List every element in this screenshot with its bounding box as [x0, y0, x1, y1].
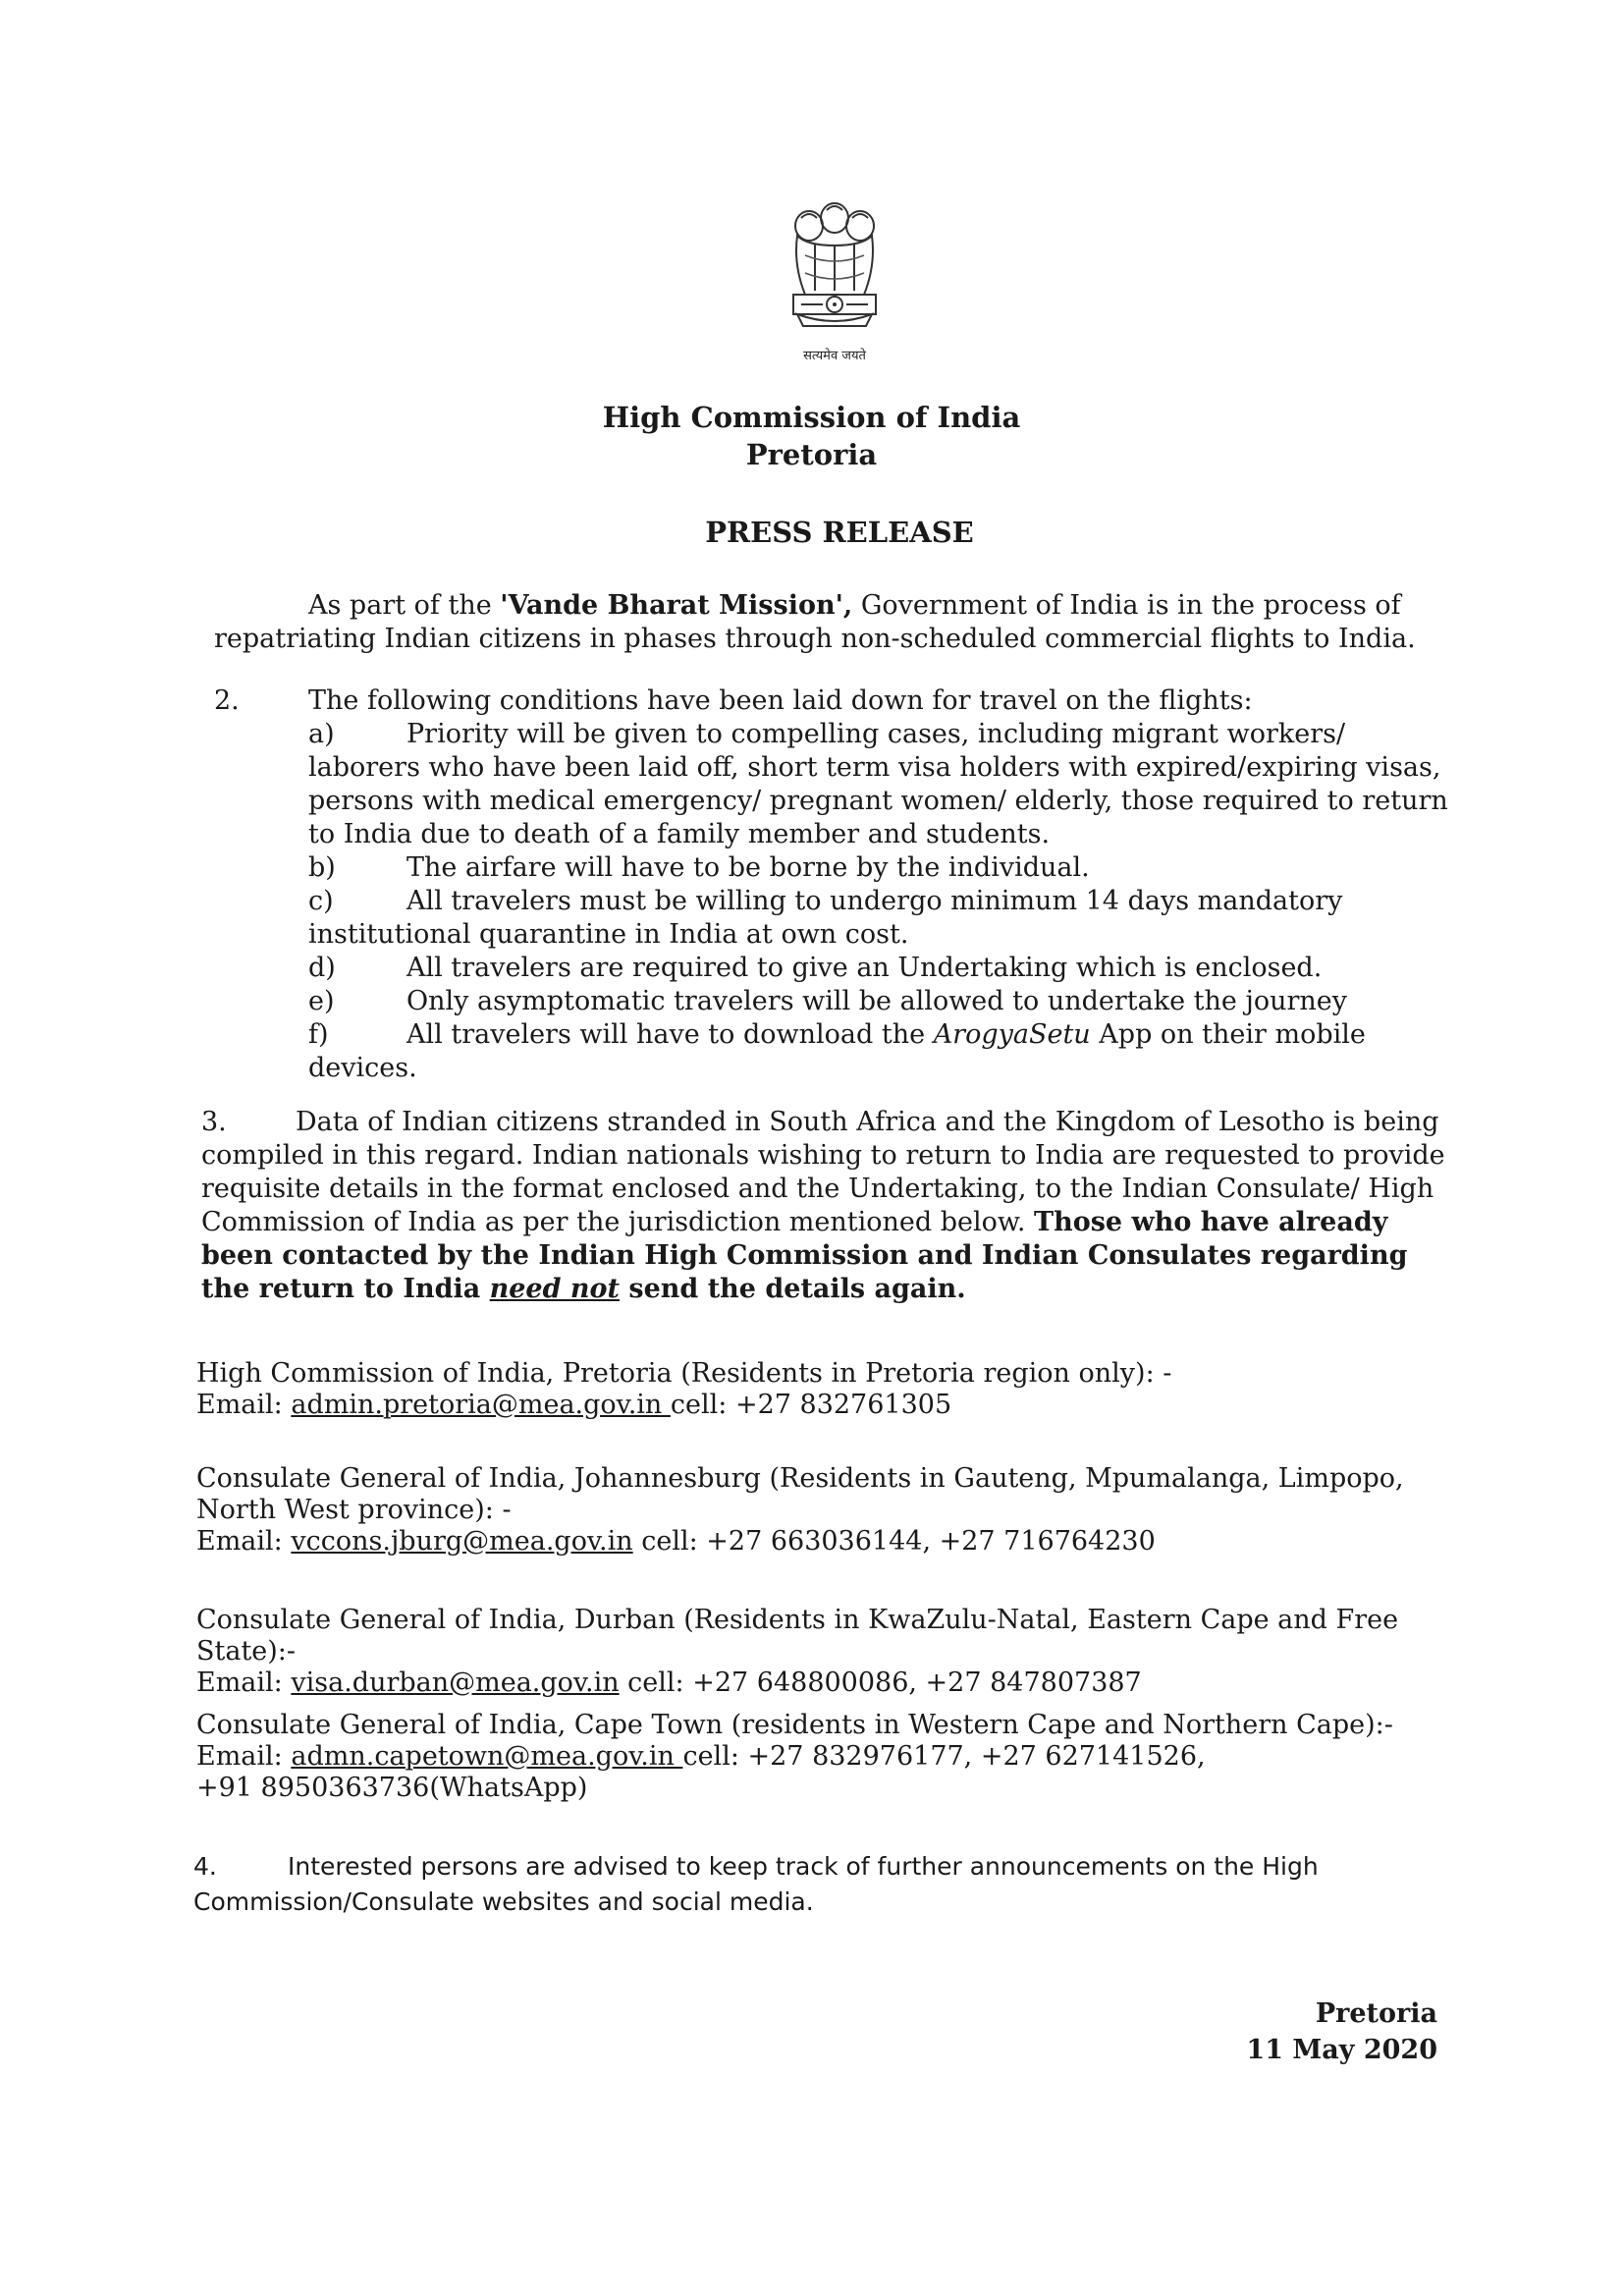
state-emblem-icon: [776, 196, 893, 344]
contact-office: Consulate General of India, Durban (Residents in KwaZulu-Natal, Eastern Cape and Free State):-: [196, 1605, 1399, 1667]
paragraph-1: [214, 589, 1461, 656]
list-item-label: a): [308, 719, 335, 749]
app-name: ArogyaSetu: [933, 1019, 1091, 1050]
contact-office: Consulate General of India, Cape Town (residents in Western Cape and Northern Cape):-: [196, 1710, 1393, 1740]
contact-whatsapp: +91 8950363736(WhatsApp): [196, 1773, 588, 1803]
para1-text-post: Government of India is in the process of repatriating Indian citizens in phases through non-scheduled commercial flights to India.: [214, 590, 1416, 654]
page-title: PRESS RELEASE: [705, 516, 974, 549]
email-link[interactable]: vccons.jburg@mea.gov.in: [291, 1526, 633, 1557]
email-label: Email:: [196, 1667, 292, 1698]
para3-bold-emphasis: need not: [489, 1274, 621, 1304]
contact-block: [196, 1463, 1463, 1558]
mission-name: 'Vande Bharat Mission',: [500, 590, 853, 621]
list-item: [308, 885, 1461, 952]
list-item-text-pre: All travelers will have to download the: [406, 1019, 934, 1050]
list-item-text: All travelers must be willing to undergo minimum 14 days mandatory institutional quarantine in India at own cost.: [308, 886, 1343, 950]
contact-block: [196, 1605, 1463, 1699]
para3-number: 3.: [201, 1107, 227, 1137]
contact-cell: cell: +27 832761305: [670, 1390, 952, 1420]
contact-cell: cell: +27 648800086, +27 847807387: [619, 1667, 1142, 1698]
email-link[interactable]: admn.capetown@mea.gov.in: [291, 1741, 683, 1772]
paragraph-3: [201, 1106, 1461, 1306]
signoff-place: Pretoria: [1315, 1998, 1437, 2029]
paragraph-4: [193, 1849, 1460, 1920]
list-item-label: c): [308, 886, 334, 916]
list-item: [308, 718, 1461, 851]
email-link[interactable]: admin.pretoria@mea.gov.in: [291, 1390, 671, 1420]
list-item: [308, 952, 1461, 985]
para3-text: Data of Indian citizens stranded in South Africa and the Kingdom of Lesotho is being compiled in this regard. Indian nationals wishing to return to India are requested to provide requisite details in the format enclosed and the Undertaking, to the Indian Consulate/ High Commission of India as per the jurisdiction mentioned below.: [201, 1107, 1445, 1237]
list-item: [308, 1018, 1461, 1085]
paragraph-2: [214, 684, 1461, 1085]
list-item-text: Only asymptomatic travelers will be allowed to undertake the journey: [406, 986, 1347, 1016]
list-item-label: d): [308, 953, 336, 983]
state-emblem: [776, 196, 893, 373]
signoff-date: 11 May 2020: [1246, 2035, 1437, 2065]
email-label: Email:: [196, 1390, 292, 1420]
email-label: Email:: [196, 1741, 292, 1772]
contact-cell: cell: +27 663036144, +27 716764230: [632, 1526, 1156, 1557]
email-label: Email:: [196, 1526, 292, 1557]
conditions-list: [308, 718, 1461, 1085]
para4-number: 4.: [193, 1852, 217, 1881]
list-item: [308, 985, 1461, 1018]
contact-block: [196, 1358, 1463, 1421]
list-item-label: e): [308, 986, 335, 1016]
list-item-label: b): [308, 852, 336, 883]
emblem-motto: सत्यमेव जयते: [803, 349, 866, 363]
para3-bold-post: send the details again.: [620, 1274, 966, 1304]
email-link[interactable]: visa.durban@mea.gov.in: [291, 1667, 620, 1698]
list-item-label: f): [308, 1019, 329, 1050]
contact-office: Consulate General of India, Johannesburg (Residents in Gauteng, Mpumalanga, Limpopo, North West province): -: [196, 1463, 1404, 1525]
contact-block: [196, 1710, 1463, 1804]
para2-intro: The following conditions have been laid down for travel on the flights:: [308, 685, 1253, 716]
contact-cell: cell: +27 832976177, +27 627141526,: [682, 1741, 1206, 1772]
list-item-text: All travelers are required to give an Undertaking which is enclosed.: [406, 953, 1323, 983]
list-item-text-post: App on their mobile devices.: [308, 1019, 1366, 1083]
org-city: Pretoria: [745, 438, 878, 471]
para1-text-pre: As part of the: [308, 590, 501, 621]
para3-bold-pre: Those who have already been contacted by the Indian High Commission and Indian Consulates regarding the return to India: [201, 1207, 1408, 1304]
list-item-text: The airfare will have to be borne by the individual.: [406, 852, 1090, 883]
contact-office: High Commission of India, Pretoria (Residents in Pretoria region only): -: [196, 1358, 1172, 1389]
org-name: High Commission of India: [602, 401, 1021, 434]
para4-text: Interested persons are advised to keep track of further announcements on the High Commission/Consulate websites and social media.: [193, 1852, 1319, 1916]
list-item: [308, 851, 1461, 885]
para2-number: 2.: [214, 685, 240, 716]
list-item-text: Priority will be given to compelling cases, including migrant workers/ laborers who have been laid off, short term visa holders with expired/expiring visas, persons with medical emergency/ pregnant women/ elderly, those required to return to India due to death of a family member and students.: [308, 719, 1448, 849]
